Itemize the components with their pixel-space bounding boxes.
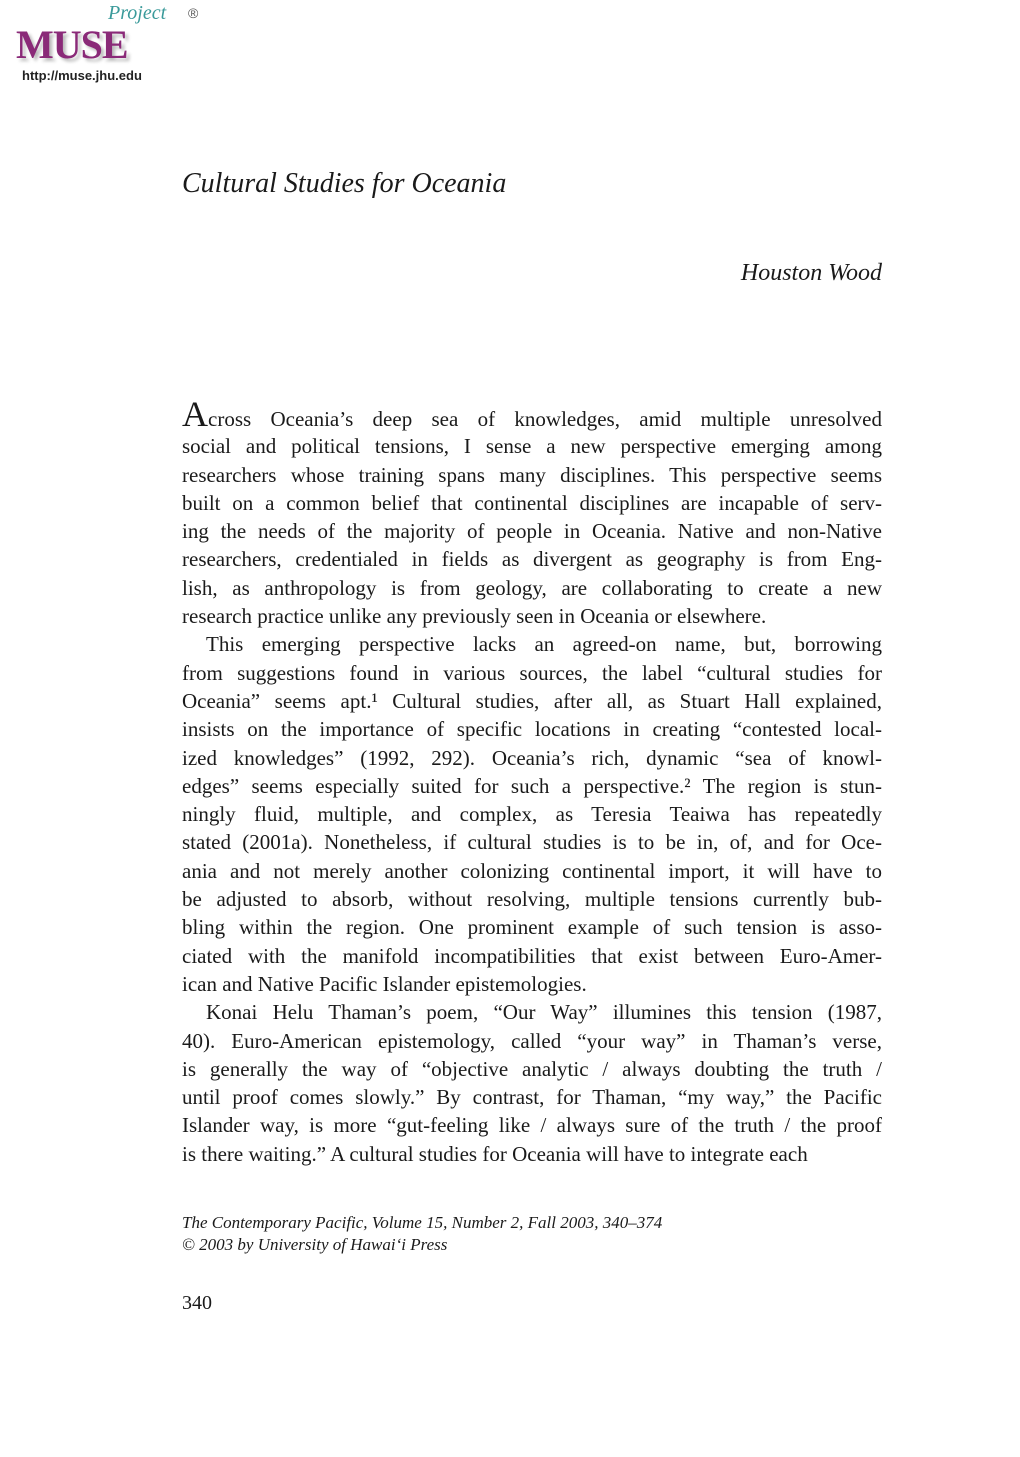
text-line — [182, 394, 882, 434]
text-line — [182, 687, 882, 715]
line-text: cross Oceania’s deep sea of knowledges, amid multiple unresolved — [208, 407, 882, 431]
line-text: Islander way, is more “gut-feeling like / always sure of the truth / the proof — [182, 1113, 882, 1138]
line-text: social and political tensions, I sense a new perspective emerging among — [182, 434, 882, 459]
text-line — [182, 998, 882, 1026]
line-text: ciated with the manifold incompatibilities that exist between Euro-Amer- — [182, 943, 882, 968]
project-muse-logo[interactable] — [12, 2, 212, 88]
article-body — [182, 394, 882, 1168]
line-text: edges” seems especially suited for such a perspective.² The region is stun- — [182, 773, 882, 798]
text-line — [182, 800, 882, 828]
text-line — [182, 461, 882, 489]
logo-url: http://muse.jhu.edu — [22, 68, 142, 83]
line-text: ania and not merely another colonizing continental import, it will have to — [182, 858, 882, 883]
text-line — [182, 517, 882, 545]
line-text: from suggestions found in various sources, the label “cultural studies for — [182, 660, 882, 685]
text-line — [182, 545, 882, 573]
line-text: insists on the importance of specific locations in creating “contested local- — [182, 717, 882, 742]
line-text: ized knowledges” (1992, 292). Oceania’s rich, dynamic “sea of knowl- — [182, 745, 882, 770]
text-line — [182, 1083, 882, 1111]
logo-project-text: Project — [108, 2, 167, 24]
logo-muse-text: MUSE — [16, 22, 128, 67]
text-line — [182, 970, 882, 998]
article-author: Houston Wood — [740, 260, 882, 286]
page-number: 340 — [182, 1292, 212, 1314]
line-text: research practice unlike any previously seen in Oceania or elsewhere. — [182, 604, 767, 629]
logo-registered-mark: ® — [188, 5, 199, 21]
line-text: bling within the region. One prominent example of such tension is asso- — [182, 915, 882, 940]
article-title: Cultural Studies for Oceania — [182, 168, 507, 199]
line-text: researchers, credentialed in fields as divergent as geography is from Eng- — [182, 547, 882, 572]
line-text: researchers whose training spans many disciplines. This perspective seems — [182, 462, 882, 487]
text-line — [182, 489, 882, 517]
text-line — [182, 602, 882, 630]
copyright-notice: © 2003 by University of Hawai‘i Press — [182, 1235, 448, 1254]
line-text: stated (2001a). Nonetheless, if cultural studies is to be in, of, and for Oce- — [182, 830, 882, 855]
text-line — [182, 744, 882, 772]
line-text: ican and Native Pacific Islander epistemologies. — [182, 971, 587, 996]
line-text: Konai Helu Thaman’s poem, “Our Way” illumines this tension (1987, — [206, 1000, 882, 1025]
line-text: until proof comes slowly.” By contrast, for Thaman, “my way,” the Pacific — [182, 1085, 882, 1110]
line-text: built on a common belief that continental disciplines are incapable of serv- — [182, 490, 882, 515]
text-line — [182, 1027, 882, 1055]
text-line — [182, 574, 882, 602]
text-line — [182, 913, 882, 941]
text-line — [182, 432, 882, 460]
journal-citation: The Contemporary Pacific, Volume 15, Number 2, Fall 2003, 340–374 — [182, 1213, 663, 1232]
line-text: is there waiting.” A cultural studies for Oceania will have to integrate each — [182, 1141, 808, 1166]
line-text: 40). Euro-American epistemology, called “your way” in Thaman’s verse, — [182, 1028, 882, 1053]
text-line — [182, 630, 882, 658]
text-line — [182, 857, 882, 885]
text-line — [182, 942, 882, 970]
text-line — [182, 885, 882, 913]
text-line — [182, 659, 882, 687]
text-line — [182, 1140, 882, 1168]
line-text: This emerging perspective lacks an agreed-on name, but, borrowing — [206, 632, 882, 657]
line-text: is generally the way of “objective analytic / always doubting the truth / — [182, 1056, 882, 1081]
line-text: lish, as anthropology is from geology, are collaborating to create a new — [182, 575, 882, 600]
text-line — [182, 1111, 882, 1139]
drop-cap: A — [182, 394, 208, 434]
text-line — [182, 772, 882, 800]
citation-footer — [182, 1212, 662, 1256]
text-line — [182, 1055, 882, 1083]
line-text: Oceania” seems apt.¹ Cultural studies, after all, as Stuart Hall explained, — [182, 688, 882, 713]
line-text: be adjusted to absorb, without resolving, multiple tensions currently bub- — [182, 887, 882, 912]
text-line — [182, 828, 882, 856]
line-text: ing the needs of the majority of people in Oceania. Native and non-Native — [182, 519, 882, 544]
text-line — [182, 715, 882, 743]
line-text: ningly fluid, multiple, and complex, as Teresia Teaiwa has repeatedly — [182, 802, 882, 827]
